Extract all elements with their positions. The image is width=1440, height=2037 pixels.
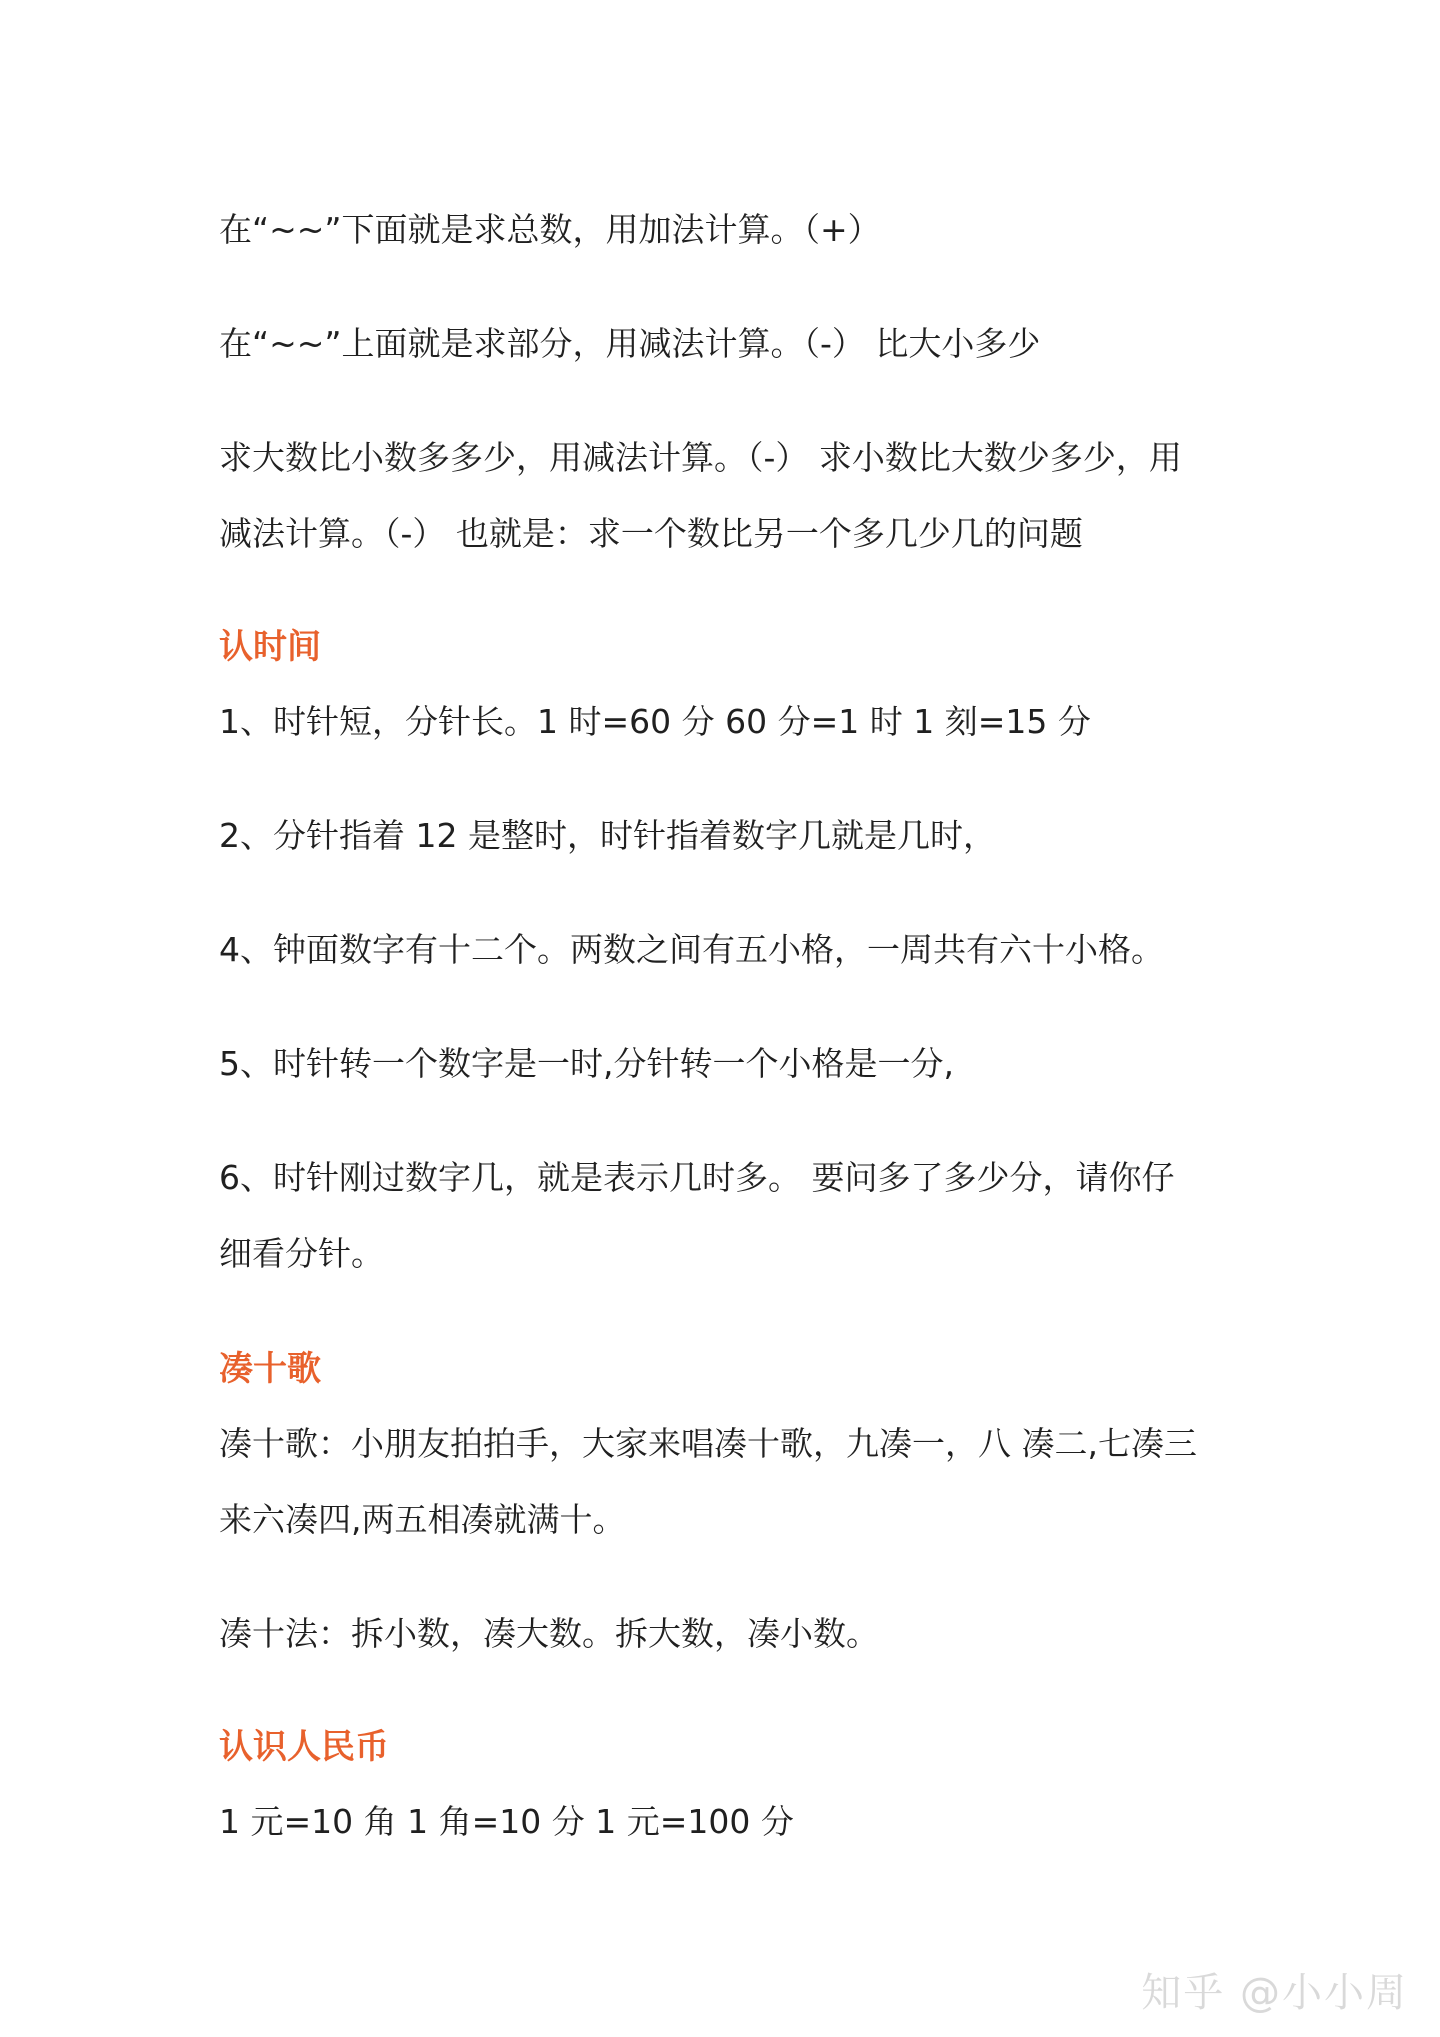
time-line-6: 细看分针。: [219, 1234, 384, 1273]
make-ten-line-2: 来六凑四,两五相凑就满十。: [219, 1500, 626, 1539]
make-ten-line-1: 凑十歌：小朋友拍拍手，大家来唱凑十歌，九凑一，八 凑二,七凑三: [219, 1424, 1197, 1463]
section-heading-rmb: 认识人民币: [219, 1727, 389, 1767]
section-heading-make-ten: 凑十歌: [219, 1349, 321, 1389]
intro-line-3: 求大数比小数多多少，用减法计算。（-） 求小数比大数少多少，用: [219, 438, 1182, 477]
intro-line-2: 在“~~”上面就是求部分，用减法计算。（-） 比大小多少: [219, 324, 1041, 363]
section-heading-time: 认时间: [219, 627, 321, 667]
time-line-1: 1、时针短，分针长。1 时=60 分 60 分=1 时 1 刻=15 分: [219, 702, 1091, 741]
make-ten-line-3: 凑十法：拆小数，凑大数。拆大数，凑小数。: [219, 1614, 879, 1653]
time-line-2: 2、分针指着 12 是整时，时针指着数字几就是几时，: [219, 816, 996, 855]
time-line-5: 6、时针刚过数字几，就是表示几时多。 要问多了多少分，请你仔: [219, 1158, 1175, 1197]
time-line-3: 4、钟面数字有十二个。两数之间有五小格，一周共有六十小格。: [219, 930, 1164, 969]
time-line-4: 5、时针转一个数字是一时,分针转一个小格是一分,: [219, 1044, 954, 1083]
intro-line-1: 在“~~”下面就是求总数，用加法计算。（+）: [219, 210, 881, 249]
zhihu-watermark: 知乎 @小小周: [1141, 1970, 1408, 2016]
rmb-line-1: 1 元=10 角 1 角=10 分 1 元=100 分: [219, 1802, 794, 1841]
intro-line-4: 减法计算。（-） 也就是：求一个数比另一个多几少几的问题: [219, 514, 1083, 553]
